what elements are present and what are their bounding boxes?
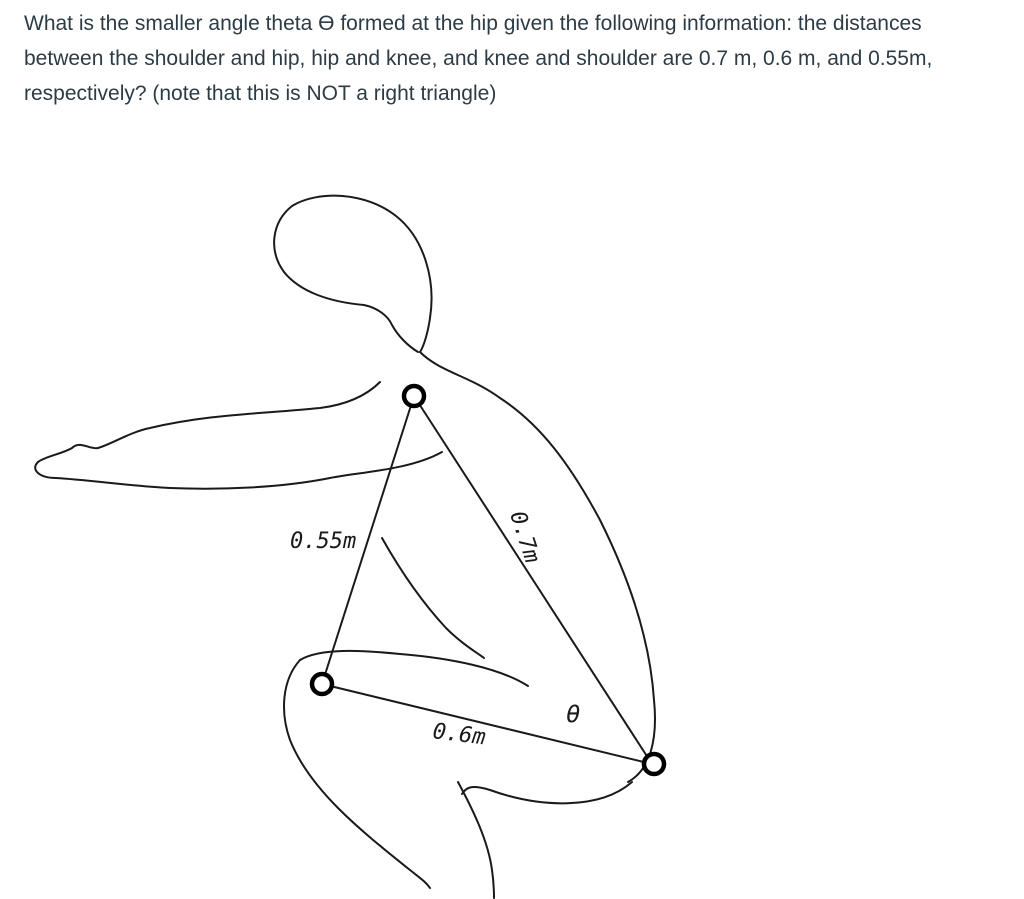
head-outline — [274, 196, 431, 352]
thigh-upper-outline — [300, 651, 528, 686]
question-text: What is the smaller angle theta ϴ formed at the hip given the following information: the distances between the shoulder and hip, hip and knee, and knee and shoulder are 0.7 m, 0.6 m, and 0.55m, respectively? (note that this is NOT a right triangle) — [24, 12, 933, 105]
squat-figure-diagram — [0, 150, 1024, 899]
arm-lower-outline — [35, 452, 442, 489]
label-shoulder-hip: 0.7m — [504, 508, 545, 567]
label-knee-shoulder: 0.55m — [290, 529, 357, 554]
shin-outline — [284, 660, 430, 888]
hip-knee-line — [322, 684, 652, 764]
hip-joint — [644, 754, 664, 774]
torso-front-outline — [382, 538, 484, 658]
label-hip-knee: 0.6m — [431, 719, 487, 751]
squat-figure-svg — [0, 150, 1024, 899]
label-angle-theta: θ — [566, 700, 581, 728]
arm-upper-outline — [38, 382, 380, 462]
shoulder-hip-line — [414, 396, 652, 764]
knee-joint — [312, 674, 332, 694]
thigh-lower-outline — [462, 782, 632, 803]
shoulder-joint — [404, 386, 424, 406]
back-outline — [420, 352, 655, 782]
calf-outline — [458, 782, 494, 898]
